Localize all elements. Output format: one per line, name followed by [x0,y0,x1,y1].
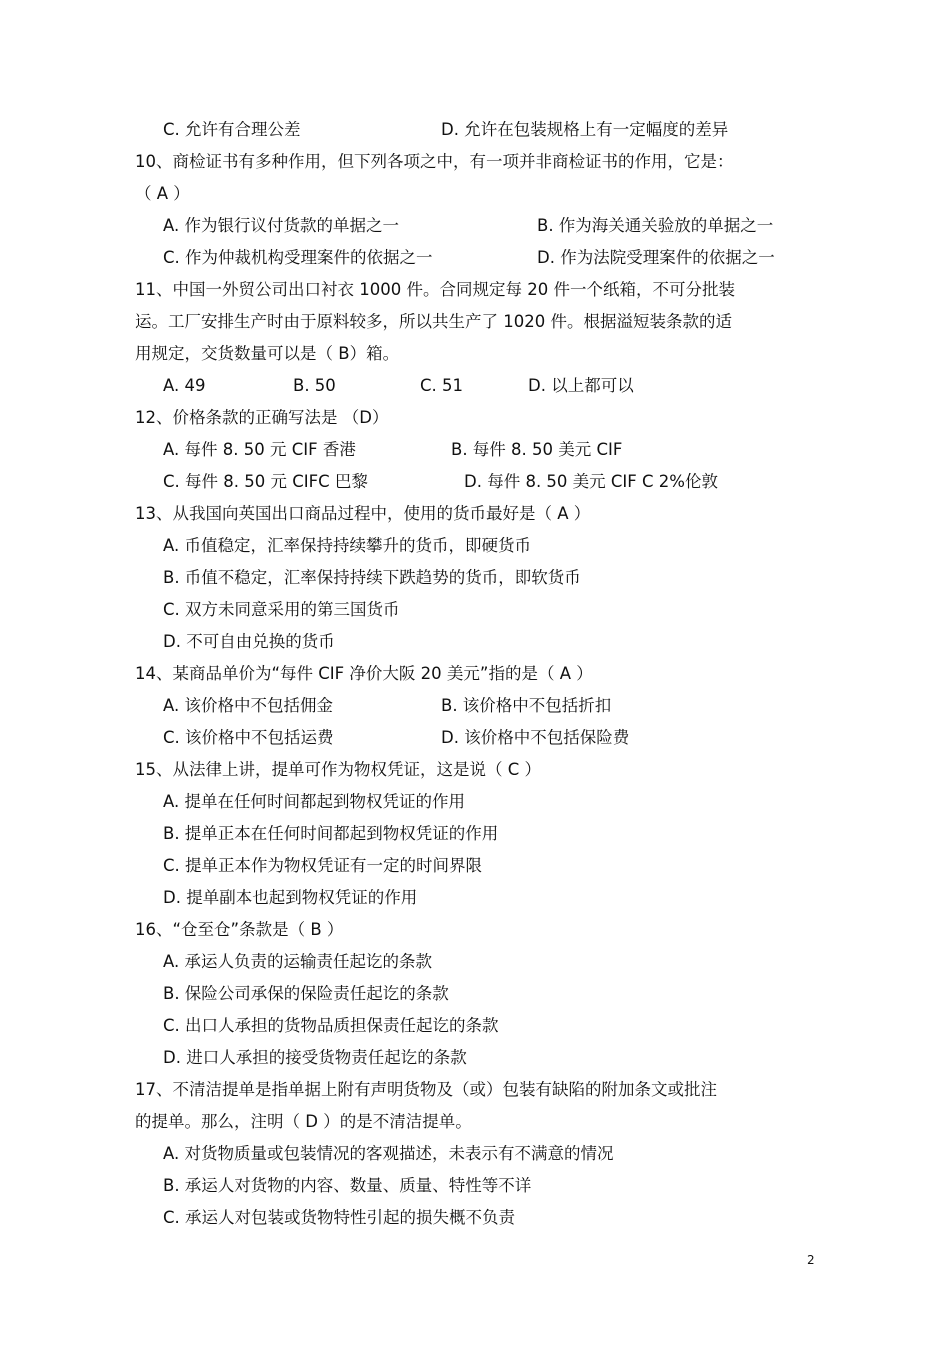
text-line: 12、价格条款的正确写法是 （D） [135,408,389,427]
text-line: 15、从法律上讲，提单可作为物权凭证，这是说（ C ） [135,760,542,779]
text-line: D. 进口人承担的接受货物责任起讫的条款 [163,1048,467,1067]
text-line: D. 该价格中不包括保险费 [441,728,630,747]
text-line: 10、商检证书有多种作用，但下列各项之中，有一项并非商检证书的作用，它是： [135,152,734,171]
page-number: 2 [807,1253,815,1267]
text-line: B. 该价格中不包括折扣 [441,696,612,715]
text-line: B. 作为海关通关验放的单据之一 [537,216,774,235]
text-line: B. 承运人对货物的内容、数量、质量、特性等不详 [163,1176,532,1195]
text-line: B. 提单正本在任何时间都起到物权凭证的作用 [163,824,499,843]
text-line: 17、不清洁提单是指单据上附有声明货物及（或）包装有缺陷的附加条文或批注 [135,1080,717,1099]
text-line: D. 每件 8. 50 美元 CIF C 2%伦敦 [464,472,718,491]
text-line: C. 该价格中不包括运费 [163,728,334,747]
text-line: C. 提单正本作为物权凭证有一定的时间界限 [163,856,483,875]
text-line: D. 允许在包装规格上有一定幅度的差异 [441,120,729,139]
text-line: C. 双方未同意采用的第三国货币 [163,600,400,619]
text-line: B. 保险公司承保的保险责任起讫的条款 [163,984,449,1003]
text-line: A. 币值稳定，汇率保持持续攀升的货币，即硬货币 [163,536,531,555]
text-line: A. 49 [163,376,206,395]
text-line: C. 51 [420,376,464,395]
text-line: 运。工厂安排生产时由于原料较多，所以共生产了 1020 件。根据溢短装条款的适 [135,312,732,331]
text-line: A. 作为银行议付货款的单据之一 [163,216,399,235]
text-line: （ A ） [135,184,190,203]
text-line: 16、“仓至仓”条款是（ B ） [135,920,344,939]
text-line: C. 出口人承担的货物品质担保责任起讫的条款 [163,1016,499,1035]
text-line: D. 以上都可以 [528,376,634,395]
text-line: A. 提单在任何时间都起到物权凭证的作用 [163,792,465,811]
text-line: A. 承运人负责的运输责任起讫的条款 [163,952,432,971]
text-line: D. 不可自由兑换的货币 [163,632,335,651]
text-line: C. 每件 8. 50 元 CIFC 巴黎 [163,472,368,491]
text-line: 11、中国一外贸公司出口衬衣 1000 件。合同规定每 20 件一个纸箱，不可分批装 [135,280,735,299]
text-line: D. 提单副本也起到物权凭证的作用 [163,888,418,907]
text-line: 14、某商品单价为“每件 CIF 净价大阪 20 美元”指的是（ A ） [135,664,593,683]
text-line: 用规定，交货数量可以是（ B）箱。 [135,344,400,363]
text-line: 的提单。那么，注明（ D ）的是不清洁提单。 [135,1112,472,1131]
text-line: C. 作为仲裁机构受理案件的依据之一 [163,248,433,267]
text-line: A. 每件 8. 50 元 CIF 香港 [163,440,356,459]
text-line: B. 币值不稳定，汇率保持持续下跌趋势的货币，即软货币 [163,568,581,587]
text-line: C. 允许有合理公差 [163,120,301,139]
text-line: C. 承运人对包装或货物特性引起的损失概不负责 [163,1208,516,1227]
text-line: D. 作为法院受理案件的依据之一 [537,248,775,267]
text-line: B. 每件 8. 50 美元 CIF [451,440,623,459]
text-line: A. 对货物质量或包装情况的客观描述，未表示有不满意的情况 [163,1144,614,1163]
text-line: B. 50 [293,376,336,395]
text-line: 13、从我国向英国出口商品过程中，使用的货币最好是（ A ） [135,504,591,523]
text-line: A. 该价格中不包括佣金 [163,696,333,715]
